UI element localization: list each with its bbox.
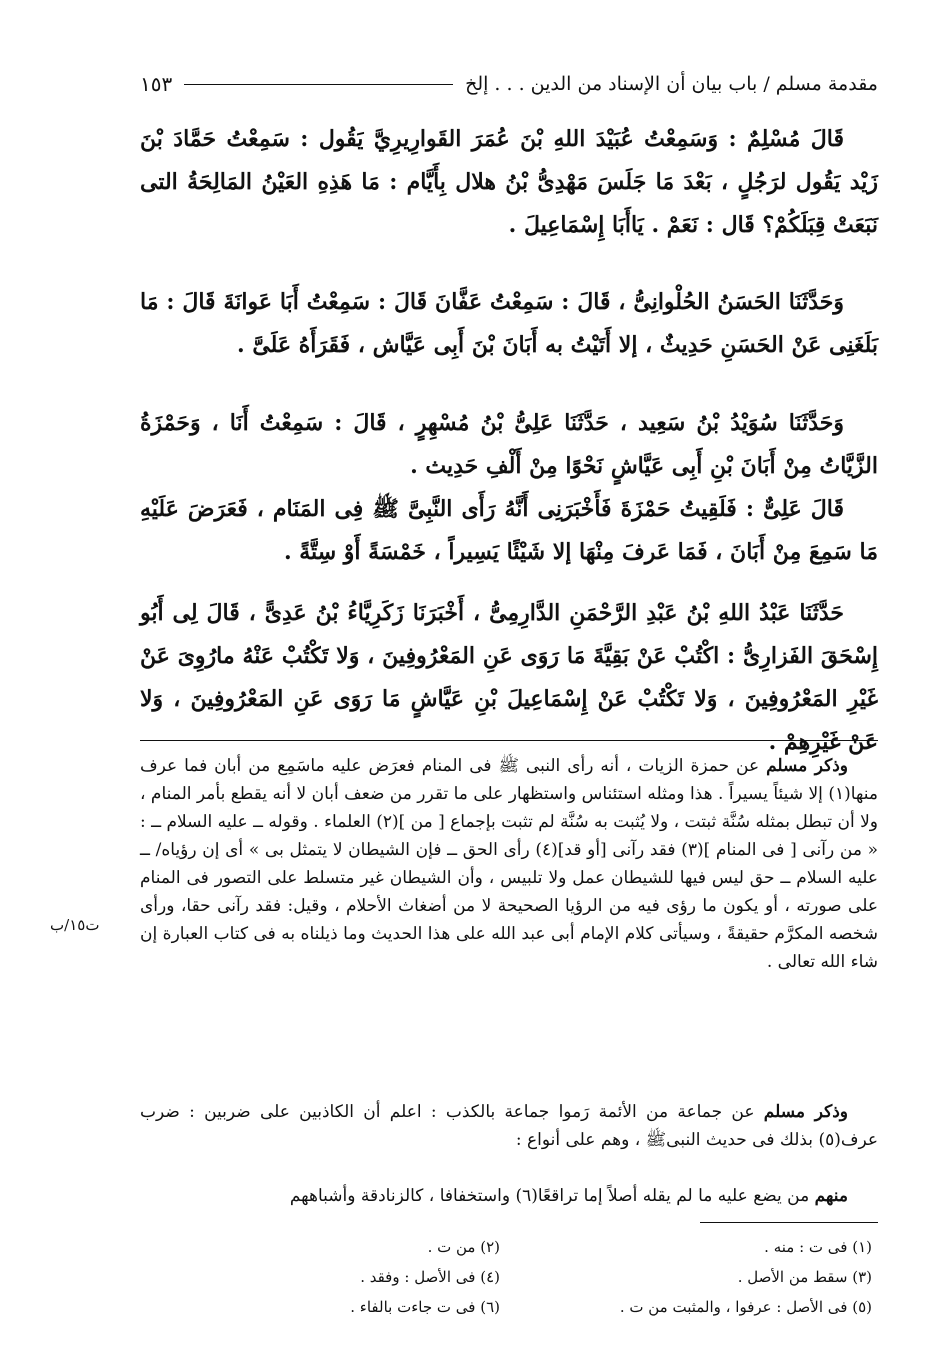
header-rule [184, 84, 453, 85]
commentary-body-3: من يضع عليه ما لم يقله أصلاً إما تراقعًا(٦) واستخفافا ، كالزنادقة وأشباههم [289, 1186, 815, 1206]
manuscript-folio-marker: ت١٥/ب [50, 916, 100, 934]
main-paragraph-4: قَالَ عَلِىٌّ : فَلَقِيتُ حَمْزَةَ فَأَخْبَرَنِى أَنَّهُ رَأَى النَّبِىَّ ﷺ فِى المَنَام ، فَعَرَضَ عَلَيْهِ مَا سَمِعَ مِنْ أَبَانَ ، فَمَا عَرفَ مِنْهَا إلا شَيْئًا يَسِيراً ، خَمْسَةً أَوْ سِتَّةً . [140, 496, 878, 565]
commentary-lead-3: منهم [814, 1186, 848, 1206]
page-number: ١٥٣ [140, 72, 173, 96]
main-paragraph-1: قَالَ مُسْلِمٌ : وَسَمِعْتُ عُبَيْدَ اللهِ بْنَ عُمَرَ القَوارِيرِيَّ يَقُول : سَمِعْتُ حَمَّادَ بْنَ زَيْد يَقُول لرَجُلٍ ، بَعْدَ مَا جَلَسَ مَهْدِىُّ بْنُ هلال بِأَيَّام : مَا هَذِهِ العَيْنُ المَالِحَةُ التى نَبَعَتْ قِبَلَكُمْ؟ قَال : نَعَمْ . يَاأَبَا إِسْمَاعِيلَ . [140, 126, 878, 238]
commentary-lead-1: وذكر مسلم [766, 756, 848, 776]
running-header [140, 66, 878, 102]
commentary-paragraph-1 [140, 752, 878, 976]
commentary-lead-2: وذكر مسلم [763, 1102, 849, 1122]
commentary-paragraph-2 [140, 1098, 878, 1154]
commentary-body-1: عن حمزة الزيات ، أنه رأى النبى ﷺ فى المنام فعرَض عليه ماسَمِع من أبان فما عرف منها(١) إلا شيئاً يسيراً . هذا ومثله استئناس واستظهار على ما تقرر من ضعف أبان لا أنه يقطع بأمر المنام ، ولا أن تبطل بمثله سُنَّة ثبتت ، ولا يُثبت به سُنَّة لم تثبت بإجماع [ من ](٢) العلماء . وقوله ــ عليه السلام ــ : « من رآنى [ فى المنام ](٣) فقد رآنى [أو قد](٤) رأى الحق ــ فإن الشيطان لا يتمثل بى » أى إن رؤياه/ ــ عليه السلام ــ حق ليس فيها للشيطان عمل ولا تلبيس ، وأن الشيطان غير متسلط على التصور فى المنام على صورته ، أو يكون ما رؤى فيه من الرؤيا الصحيحة لا من أضغاث الأحلام ، وقيل: فقد رآنى حقا، ورأى شخصه المكرَّم حقيقةً ، وسيأتى كلام الإمام أبى عبد الله على هذا الحديث وما ذيلناه به فى كتاب العبارة إن شاء الله تعالى . [140, 756, 878, 972]
text-commentary-divider [140, 740, 878, 741]
main-paragraph-3: وَحَدَّثَنَا سُوَيْدُ بْنُ سَعِيد ، حَدَّثَنَا عَلِىُّ بْنُ مُسْهِرٍ ، قَالَ : سَمِعْتُ أَنَا ، وَحَمْزَةُ الزَّيَّاتُ مِنْ أَبَانَ بْنِ أَبِى عَيَّاشٍ نَحْوًا مِنْ أَلْفِ حَدِيث . [140, 410, 878, 479]
footnote-3: (٣) سقط من الأصل . [737, 1268, 872, 1286]
footnote-2: (٢) من ت . [427, 1238, 500, 1256]
footnote-5: (٥) فى الأصل : عرفوا ، والمثبت من ت . [619, 1298, 872, 1316]
footnote-rule [700, 1222, 878, 1223]
footnote-4: (٤) فى الأصل : وفقد . [360, 1268, 500, 1286]
header-title: مقدمة مسلم / باب بيان أن الإسناد من الدين . . . إلخ [465, 73, 878, 95]
main-paragraph-5: حَدَّثَنَا عَبْدُ اللهِ بْنُ عَبْدِ الرَّحْمَنِ الدَّارِمِىُّ ، أَخْبَرَنَا زَكَرِيَّاءُ بْنُ عَدِىًّ ، قَالَ لِى أَبُو إِسْحَقَ الفَزارِىُّ : اكْتُبْ عَنْ بَقِيَّةَ مَا رَوَى عَنِ المَعْرُوفِينَ ، وَلا تَكْتُبْ عَنْهُ مارُوِىَ عَنْ غَيْرِ المَعْرُوفِينَ ، وَلا تَكْتُبْ عَنْ إِسْمَاعِيلَ بْنِ عَيَّاشٍ مَا رَوَى عَنِ المَعْرُوفِينَ ، وَلا عَنْ غَيْرِهِمْ . [140, 600, 878, 755]
main-paragraph-2: وَحَدَّثَنَا الحَسَنُ الحُلْوانِىُّ ، قَالَ : سَمِعْتُ عَفَّانَ قَالَ : سَمِعْتُ أَبَا عَوانَةَ قَالَ : مَا بَلَغَنِى عَنْ الحَسَنِ حَدِيثٌ ، إلا أَتَيْتُ به أَبَانَ بْنَ أَبِى عَيَّاش ، فَقَرَأَهُ عَلَىَّ . [140, 289, 878, 358]
footnote-1: (١) فى ت : منه . [764, 1238, 872, 1256]
footnote-6: (٦) فى ت جاءت بالفاء . [350, 1298, 500, 1316]
commentary-body-2: عن جماعة من الأئمة رَموا جماعة بالكذب : اعلم أن الكاذبين على ضربين : ضرب عرف(٥) بذلك فى حديث النبىﷺ ، وهم على أنواع : [140, 1102, 878, 1150]
commentary-paragraph-3 [140, 1182, 878, 1210]
